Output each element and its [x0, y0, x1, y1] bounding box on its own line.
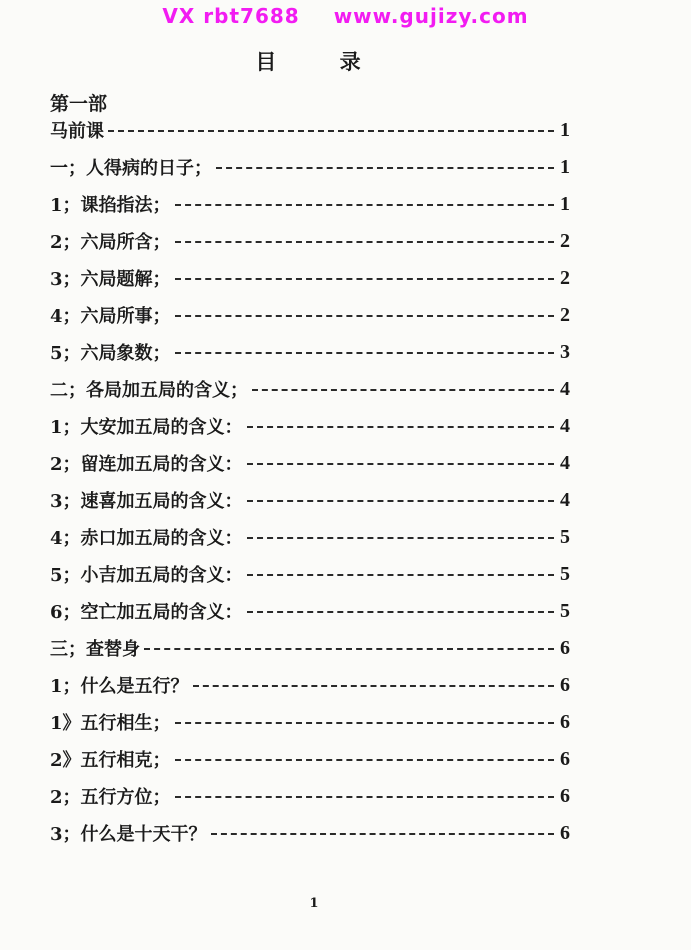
toc-leader-line: [247, 537, 554, 539]
toc-entry: [50, 339, 570, 365]
toc-entry-label: 人得病的日子；: [86, 158, 212, 179]
toc-leader-line: [175, 278, 554, 280]
toc-entry: [50, 302, 570, 328]
toc-leader-line: [175, 241, 554, 243]
toc-leader-line: [175, 204, 554, 206]
toc-entry: [50, 376, 570, 402]
toc-leader-line: [247, 500, 554, 502]
toc-leader-line: [247, 426, 554, 428]
toc-entry: [50, 265, 570, 291]
toc-entry-number: 5；: [50, 343, 81, 364]
toc-entry-label: 五行相克；: [80, 750, 171, 771]
toc-entry-page: 5: [560, 525, 570, 548]
watermark-url: www.gujizy.com: [333, 4, 529, 28]
toc-entry-number: 2》: [50, 750, 81, 771]
toc-leader-line: [175, 759, 554, 761]
toc-entry-label: 查替身: [86, 639, 140, 660]
toc-entry-label: 马前课: [50, 121, 104, 142]
toc-entry-page: 6: [560, 636, 570, 659]
toc-entry-page: 1: [560, 155, 570, 178]
toc-leader-line: [175, 796, 554, 798]
toc-entry-page: 4: [560, 377, 570, 400]
toc-entry-label: 各局加五局的含义；: [86, 380, 248, 401]
toc-entry-label: 六局象数；: [80, 343, 171, 364]
toc-leader-line: [193, 685, 554, 687]
section-heading: 第一部: [50, 93, 108, 115]
toc-leader-line: [216, 167, 554, 169]
page-number: 1: [309, 896, 319, 911]
toc-entry-page: 6: [560, 710, 570, 733]
toc-entry-page: 6: [560, 784, 570, 807]
toc-entry-number: 4；: [50, 306, 81, 327]
toc-entry-page: 1: [560, 118, 570, 141]
toc-entry-number: 3；: [50, 491, 81, 512]
toc-entry-number: 2；: [50, 454, 81, 475]
toc-entry: [50, 117, 570, 143]
toc-entry: [50, 783, 570, 809]
toc-entry-label: 大安加五局的含义：: [80, 417, 243, 438]
toc-leader-line: [108, 130, 554, 132]
toc-leader-line: [247, 611, 554, 613]
toc-entry-number: 二；: [50, 380, 86, 401]
toc-entry: [50, 413, 570, 439]
toc-entry: [50, 635, 570, 661]
toc-entry: [50, 709, 570, 735]
toc-entry-label: 赤口加五局的含义：: [80, 528, 243, 549]
toc-entry: [50, 561, 570, 587]
toc-entry-number: 三；: [50, 639, 86, 660]
toc-entry: [50, 450, 570, 476]
toc-entry-label: 小吉加五局的含义：: [80, 565, 243, 586]
toc-entry-number: 1》: [50, 713, 81, 734]
toc-leader-line: [175, 315, 554, 317]
toc-entry-label: 速喜加五局的含义：: [80, 491, 243, 512]
toc-leader-line: [247, 574, 554, 576]
toc-entry-page: 4: [560, 488, 570, 511]
toc-entry: [50, 524, 570, 550]
toc-entry-page: 5: [560, 599, 570, 622]
toc-entry-label: 六局所事；: [80, 306, 171, 327]
toc-entry-number: 1；: [50, 195, 81, 216]
toc-entry-label: 五行相生；: [80, 713, 171, 734]
toc-leader-line: [144, 648, 554, 650]
toc-entry-page: 4: [560, 414, 570, 437]
toc-entry-page: 6: [560, 673, 570, 696]
toc-entry-number: 2；: [50, 232, 81, 253]
toc-entry-page: 2: [560, 266, 570, 289]
toc-entry-label: 课掐指法；: [80, 195, 171, 216]
toc-entry: [50, 154, 570, 180]
toc-entry: [50, 228, 570, 254]
toc-entry-page: 3: [560, 340, 570, 363]
toc-entry-number: 3；: [50, 824, 81, 845]
toc-entry-page: 5: [560, 562, 570, 585]
toc-entry-label: 什么是十天干？: [80, 824, 207, 845]
toc-entry: [50, 598, 570, 624]
toc-entry-page: 6: [560, 821, 570, 844]
toc-entry-label: 六局题解；: [80, 269, 171, 290]
page-title: 目 录: [255, 49, 389, 74]
toc-entry: [50, 487, 570, 513]
toc-leader-line: [211, 833, 554, 835]
toc-entry: [50, 672, 570, 698]
toc-leader-line: [175, 352, 554, 354]
toc-entry-label: 五行方位；: [80, 787, 171, 808]
toc-leader-line: [175, 722, 554, 724]
watermark-contact: VX rbt7688: [162, 4, 300, 28]
toc-entry-page: 2: [560, 229, 570, 252]
toc-entry-page: 1: [560, 192, 570, 215]
toc-entry-number: 3；: [50, 269, 81, 290]
toc-entry-number: 一；: [50, 158, 86, 179]
toc-entry-number: 6；: [50, 602, 81, 623]
toc-entry-page: 6: [560, 747, 570, 770]
toc-entry-number: 1；: [50, 417, 81, 438]
toc-entry-label: 空亡加五局的含义：: [80, 602, 243, 623]
toc-entry-number: 4；: [50, 528, 81, 549]
toc-entry-label: 六局所含；: [80, 232, 171, 253]
watermark-banner: [0, 4, 691, 30]
toc-entry: [50, 820, 570, 846]
toc-entry-page: 2: [560, 303, 570, 326]
toc-entry: [50, 191, 570, 217]
toc-entry-page: 4: [560, 451, 570, 474]
toc-entry-label: 留连加五局的含义：: [80, 454, 243, 475]
toc-entry-label: 什么是五行？: [80, 676, 189, 697]
toc-leader-line: [252, 389, 554, 391]
toc-entry-number: 2；: [50, 787, 81, 808]
toc-entry: [50, 746, 570, 772]
toc-entry-number: 1；: [50, 676, 81, 697]
toc-entry-number: 5；: [50, 565, 81, 586]
toc-leader-line: [247, 463, 554, 465]
